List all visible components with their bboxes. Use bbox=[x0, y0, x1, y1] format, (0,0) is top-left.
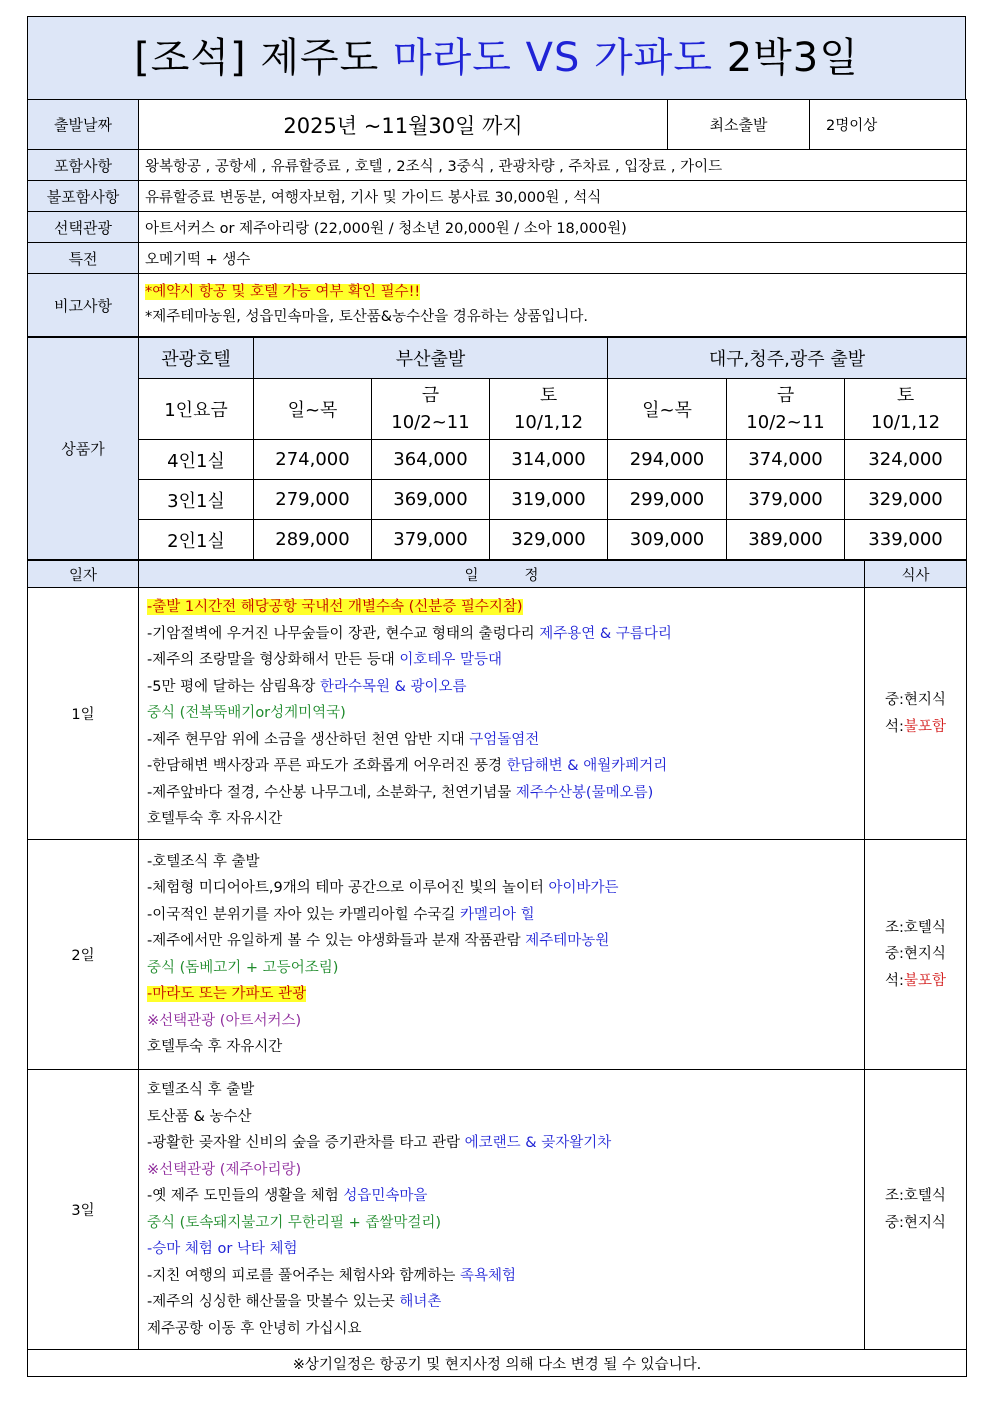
day-row bbox=[28, 1070, 967, 1350]
col-fri bbox=[372, 379, 490, 440]
title-suffix: 2박3일 bbox=[712, 35, 859, 81]
price-cell: 299,000 bbox=[608, 480, 727, 520]
price-cell: 389,000 bbox=[727, 520, 845, 560]
plan-line: 제주공항 이동 후 안녕히 가십시요 bbox=[147, 1320, 362, 1337]
plan-line bbox=[147, 1130, 856, 1157]
plan-line bbox=[147, 674, 856, 701]
title-prefix: [조석] 제주도 bbox=[134, 35, 393, 81]
min-depart-value: 2명이상 bbox=[810, 100, 967, 150]
col-sat-day: 토 bbox=[539, 385, 558, 406]
meal-prefix: 석: bbox=[885, 972, 904, 989]
lunch-line: 중식 (전복뚝배기or성게미역국) bbox=[147, 705, 346, 722]
tour-itinerary-sheet bbox=[27, 16, 966, 1377]
col-day: 일자 bbox=[28, 561, 139, 588]
depart-label: 출발날짜 bbox=[28, 100, 139, 150]
price-cell: 319,000 bbox=[490, 480, 608, 520]
activity-line: -승마 체험 or 낙타 체험 bbox=[147, 1241, 298, 1257]
special-value: 오메기떡 + 생수 bbox=[139, 243, 967, 274]
busan-label: 부산출발 bbox=[254, 338, 608, 379]
price-cell: 379,000 bbox=[727, 480, 845, 520]
price-table bbox=[27, 337, 967, 560]
special-label: 특전 bbox=[28, 243, 139, 274]
plan-line bbox=[147, 1289, 856, 1316]
include-label: 포함사항 bbox=[28, 150, 139, 181]
plan-line bbox=[147, 928, 856, 955]
plan-text: -지친 여행의 피로를 풀어주는 체험사와 함께하는 bbox=[147, 1267, 461, 1284]
col-fri-day-2: 금 bbox=[776, 385, 795, 406]
place-name: 족욕체험 bbox=[460, 1267, 517, 1284]
remark-line2: *제주테마농원, 성읍민속마을, 토산품&농수산을 경유하는 상품입니다. bbox=[145, 309, 589, 325]
page-title bbox=[27, 16, 966, 99]
plan-text: -체험형 미디어아트,9개의 테마 공간으로 이루어진 빛의 놀이터 bbox=[147, 880, 549, 896]
day-meal bbox=[865, 588, 967, 840]
plan-text: -제주의 조랑말을 형상화해서 만든 등대 bbox=[147, 652, 400, 669]
price-cell: 274,000 bbox=[254, 440, 372, 480]
plan-line: 호텔조식 후 출발 bbox=[147, 1082, 255, 1098]
plan-text: -한담해변 백사장과 푸른 파도가 조화롭게 어우러진 풍경 bbox=[147, 758, 507, 775]
remark-line1: *예약시 항공 및 호텔 가능 여부 확인 필수!! bbox=[145, 284, 421, 300]
plan-text: -옛 제주 도민들의 생활을 체험 bbox=[147, 1188, 344, 1204]
room-type: 2인1실 bbox=[139, 520, 254, 560]
place-name: 해녀촌 bbox=[399, 1294, 442, 1310]
plan-text: -광활한 곶자왈 신비의 숲을 증기관차를 타고 관람 bbox=[147, 1135, 465, 1151]
plan-text: -기암절벽에 우거진 나무숲들이 장관, 현수교 형태의 출렁다리 bbox=[147, 625, 540, 642]
lunch-line: 중식 (토속돼지불고기 무한리필 + 좁쌀막걸리) bbox=[147, 1214, 442, 1231]
table-row bbox=[28, 480, 967, 520]
footer-note: ※상기일정은 항공기 및 현지사정 의해 다소 변경 될 수 있습니다. bbox=[28, 1350, 967, 1377]
col-plan: 일 정 bbox=[139, 561, 865, 588]
title-highlight: 마라도 VS 가파도 bbox=[392, 35, 713, 81]
day-row bbox=[28, 840, 967, 1070]
col-fri-dates: 10/2~11 bbox=[391, 412, 470, 433]
day-meal bbox=[865, 1070, 967, 1350]
per-person-label: 1인요금 bbox=[139, 379, 254, 440]
price-cell: 279,000 bbox=[254, 480, 372, 520]
place-name: 한라수목원 & 광이오름 bbox=[319, 678, 467, 695]
plan-line: 호텔투숙 후 자유시간 bbox=[147, 1039, 283, 1055]
price-cell: 294,000 bbox=[608, 440, 727, 480]
plan-text: -제주에서만 유일하게 볼 수 있는 야생화들과 분재 작품관람 bbox=[147, 933, 526, 949]
col-sat-dates-2: 10/1,12 bbox=[871, 412, 941, 433]
include-value: 왕복항공 , 공항세 , 유류할증료 , 호텔 , 2조식 , 3중식 , 관광차량 , 주차료 , 입장료 , 가이드 bbox=[139, 150, 967, 181]
price-cell: 329,000 bbox=[490, 520, 608, 560]
remark-value bbox=[139, 274, 967, 337]
plan-line bbox=[147, 621, 856, 648]
plan-line bbox=[147, 1263, 856, 1290]
price-cell: 314,000 bbox=[490, 440, 608, 480]
day-plan bbox=[139, 840, 865, 1070]
col-sat-2 bbox=[845, 379, 967, 440]
day-plan bbox=[139, 588, 865, 840]
day-label: 2일 bbox=[28, 840, 139, 1070]
plan-text: -이국적인 분위기를 자아 있는 카멜리아힐 수국길 bbox=[147, 906, 461, 923]
place-name: 아이바가든 bbox=[548, 880, 619, 896]
col-sat-dates: 10/1,12 bbox=[513, 412, 584, 433]
room-type: 4인1실 bbox=[139, 440, 254, 480]
place-name: 구엄돌염전 bbox=[469, 731, 540, 748]
meal-excluded: 불포함 bbox=[903, 718, 946, 735]
plan-line bbox=[147, 647, 856, 674]
meal-prefix: 석: bbox=[885, 718, 904, 735]
place-name: 한담해변 & 애월카페거리 bbox=[506, 758, 668, 775]
plan-line bbox=[147, 780, 856, 807]
plan-text: -제주의 싱싱한 해산물을 맛볼수 있는곳 bbox=[147, 1294, 400, 1310]
option-line: ※선택관광 (제주아리랑) bbox=[147, 1161, 302, 1178]
place-name: 성읍민속마을 bbox=[343, 1188, 428, 1204]
place-name: 제주수산봉(물메오름) bbox=[515, 784, 654, 801]
plan-text: -제주앞바다 절경, 수산봉 나무그네, 소분화구, 천연기념물 bbox=[147, 784, 516, 801]
day-label: 1일 bbox=[28, 588, 139, 840]
price-label: 상품가 bbox=[28, 338, 139, 560]
day-meal bbox=[865, 840, 967, 1070]
plan-line: 토산품 & 농수산 bbox=[147, 1108, 252, 1125]
place-name: 에코랜드 & 곶자왈기차 bbox=[464, 1135, 612, 1151]
schedule-table bbox=[27, 560, 967, 1377]
place-name: 제주용연 & 구름다리 bbox=[539, 625, 672, 642]
exclude-label: 불포함사항 bbox=[28, 181, 139, 212]
col-sat bbox=[490, 379, 608, 440]
col-fri-dates-2: 10/2~11 bbox=[746, 412, 825, 433]
lunch-line: 중식 (돔베고기 + 고등어조림) bbox=[147, 959, 339, 976]
price-cell: 289,000 bbox=[254, 520, 372, 560]
meal-line bbox=[865, 968, 966, 995]
highlight-line: -마라도 또는 가파도 관광 bbox=[147, 986, 307, 1002]
day-plan bbox=[139, 1070, 865, 1350]
meal-line: 중:현지식 bbox=[885, 1214, 946, 1231]
col-meal: 식사 bbox=[865, 561, 967, 588]
room-type: 3인1실 bbox=[139, 480, 254, 520]
place-name: 제주테마농원 bbox=[525, 933, 610, 949]
plan-text: -제주 현무암 위에 소금을 생산하던 천연 암반 지대 bbox=[147, 731, 470, 748]
meal-line: 중:현지식 bbox=[885, 946, 946, 963]
option-line: ※선택관광 (아트서커스) bbox=[147, 1012, 302, 1029]
table-row bbox=[28, 440, 967, 480]
price-cell: 364,000 bbox=[372, 440, 490, 480]
option-label: 선택관광 bbox=[28, 212, 139, 243]
day-label: 3일 bbox=[28, 1070, 139, 1350]
place-name: 카멜리아 힐 bbox=[460, 906, 535, 923]
price-cell: 339,000 bbox=[845, 520, 967, 560]
plan-line bbox=[147, 727, 856, 754]
daegu-label: 대구,청주,광주 출발 bbox=[608, 338, 967, 379]
option-value: 아트서커스 or 제주아리랑 (22,000원 / 청소년 20,000원 / 소아 18,000원) bbox=[139, 212, 967, 243]
meal-line: 조:호텔식 bbox=[885, 919, 946, 936]
table-row bbox=[28, 520, 967, 560]
plan-line bbox=[147, 753, 856, 780]
hotel-label: 관광호텔 bbox=[139, 338, 254, 379]
plan-line bbox=[147, 875, 856, 902]
meal-line: 조:호텔식 bbox=[885, 1188, 946, 1204]
col-weekday-2: 일~목 bbox=[608, 379, 727, 440]
meal-excluded: 불포함 bbox=[903, 972, 946, 989]
col-fri-2 bbox=[727, 379, 845, 440]
meal-line: 중:현지식 bbox=[885, 692, 946, 708]
price-cell: 374,000 bbox=[727, 440, 845, 480]
plan-line: -호텔조식 후 출발 bbox=[147, 853, 260, 870]
price-cell: 379,000 bbox=[372, 520, 490, 560]
plan-text: -5만 평에 달하는 삼림욕장 bbox=[147, 678, 320, 695]
price-cell: 324,000 bbox=[845, 440, 967, 480]
price-cell: 369,000 bbox=[372, 480, 490, 520]
col-sat-day-2: 토 bbox=[896, 385, 915, 406]
meal-line bbox=[865, 714, 966, 741]
plan-line bbox=[147, 1183, 856, 1210]
info-table bbox=[27, 99, 967, 337]
plan-line bbox=[147, 902, 856, 929]
depart-value: 2025년 ~11월30일 까지 bbox=[139, 100, 668, 150]
price-cell: 309,000 bbox=[608, 520, 727, 560]
plan-line: -출발 1시간전 해당공항 국내선 개별수속 (신분증 필수지참) bbox=[147, 599, 523, 616]
exclude-value: 유류할증료 변동분, 여행자보험, 기사 및 가이드 봉사료 30,000원 , 석식 bbox=[139, 181, 967, 212]
col-fri-day: 금 bbox=[421, 385, 440, 406]
day-row bbox=[28, 588, 967, 840]
min-depart-label: 최소출발 bbox=[668, 100, 810, 150]
col-weekday: 일~목 bbox=[254, 379, 372, 440]
price-cell: 329,000 bbox=[845, 480, 967, 520]
place-name: 이호테우 말등대 bbox=[399, 652, 503, 669]
remark-label: 비고사항 bbox=[28, 274, 139, 337]
plan-line: 호텔투숙 후 자유시간 bbox=[147, 811, 283, 828]
